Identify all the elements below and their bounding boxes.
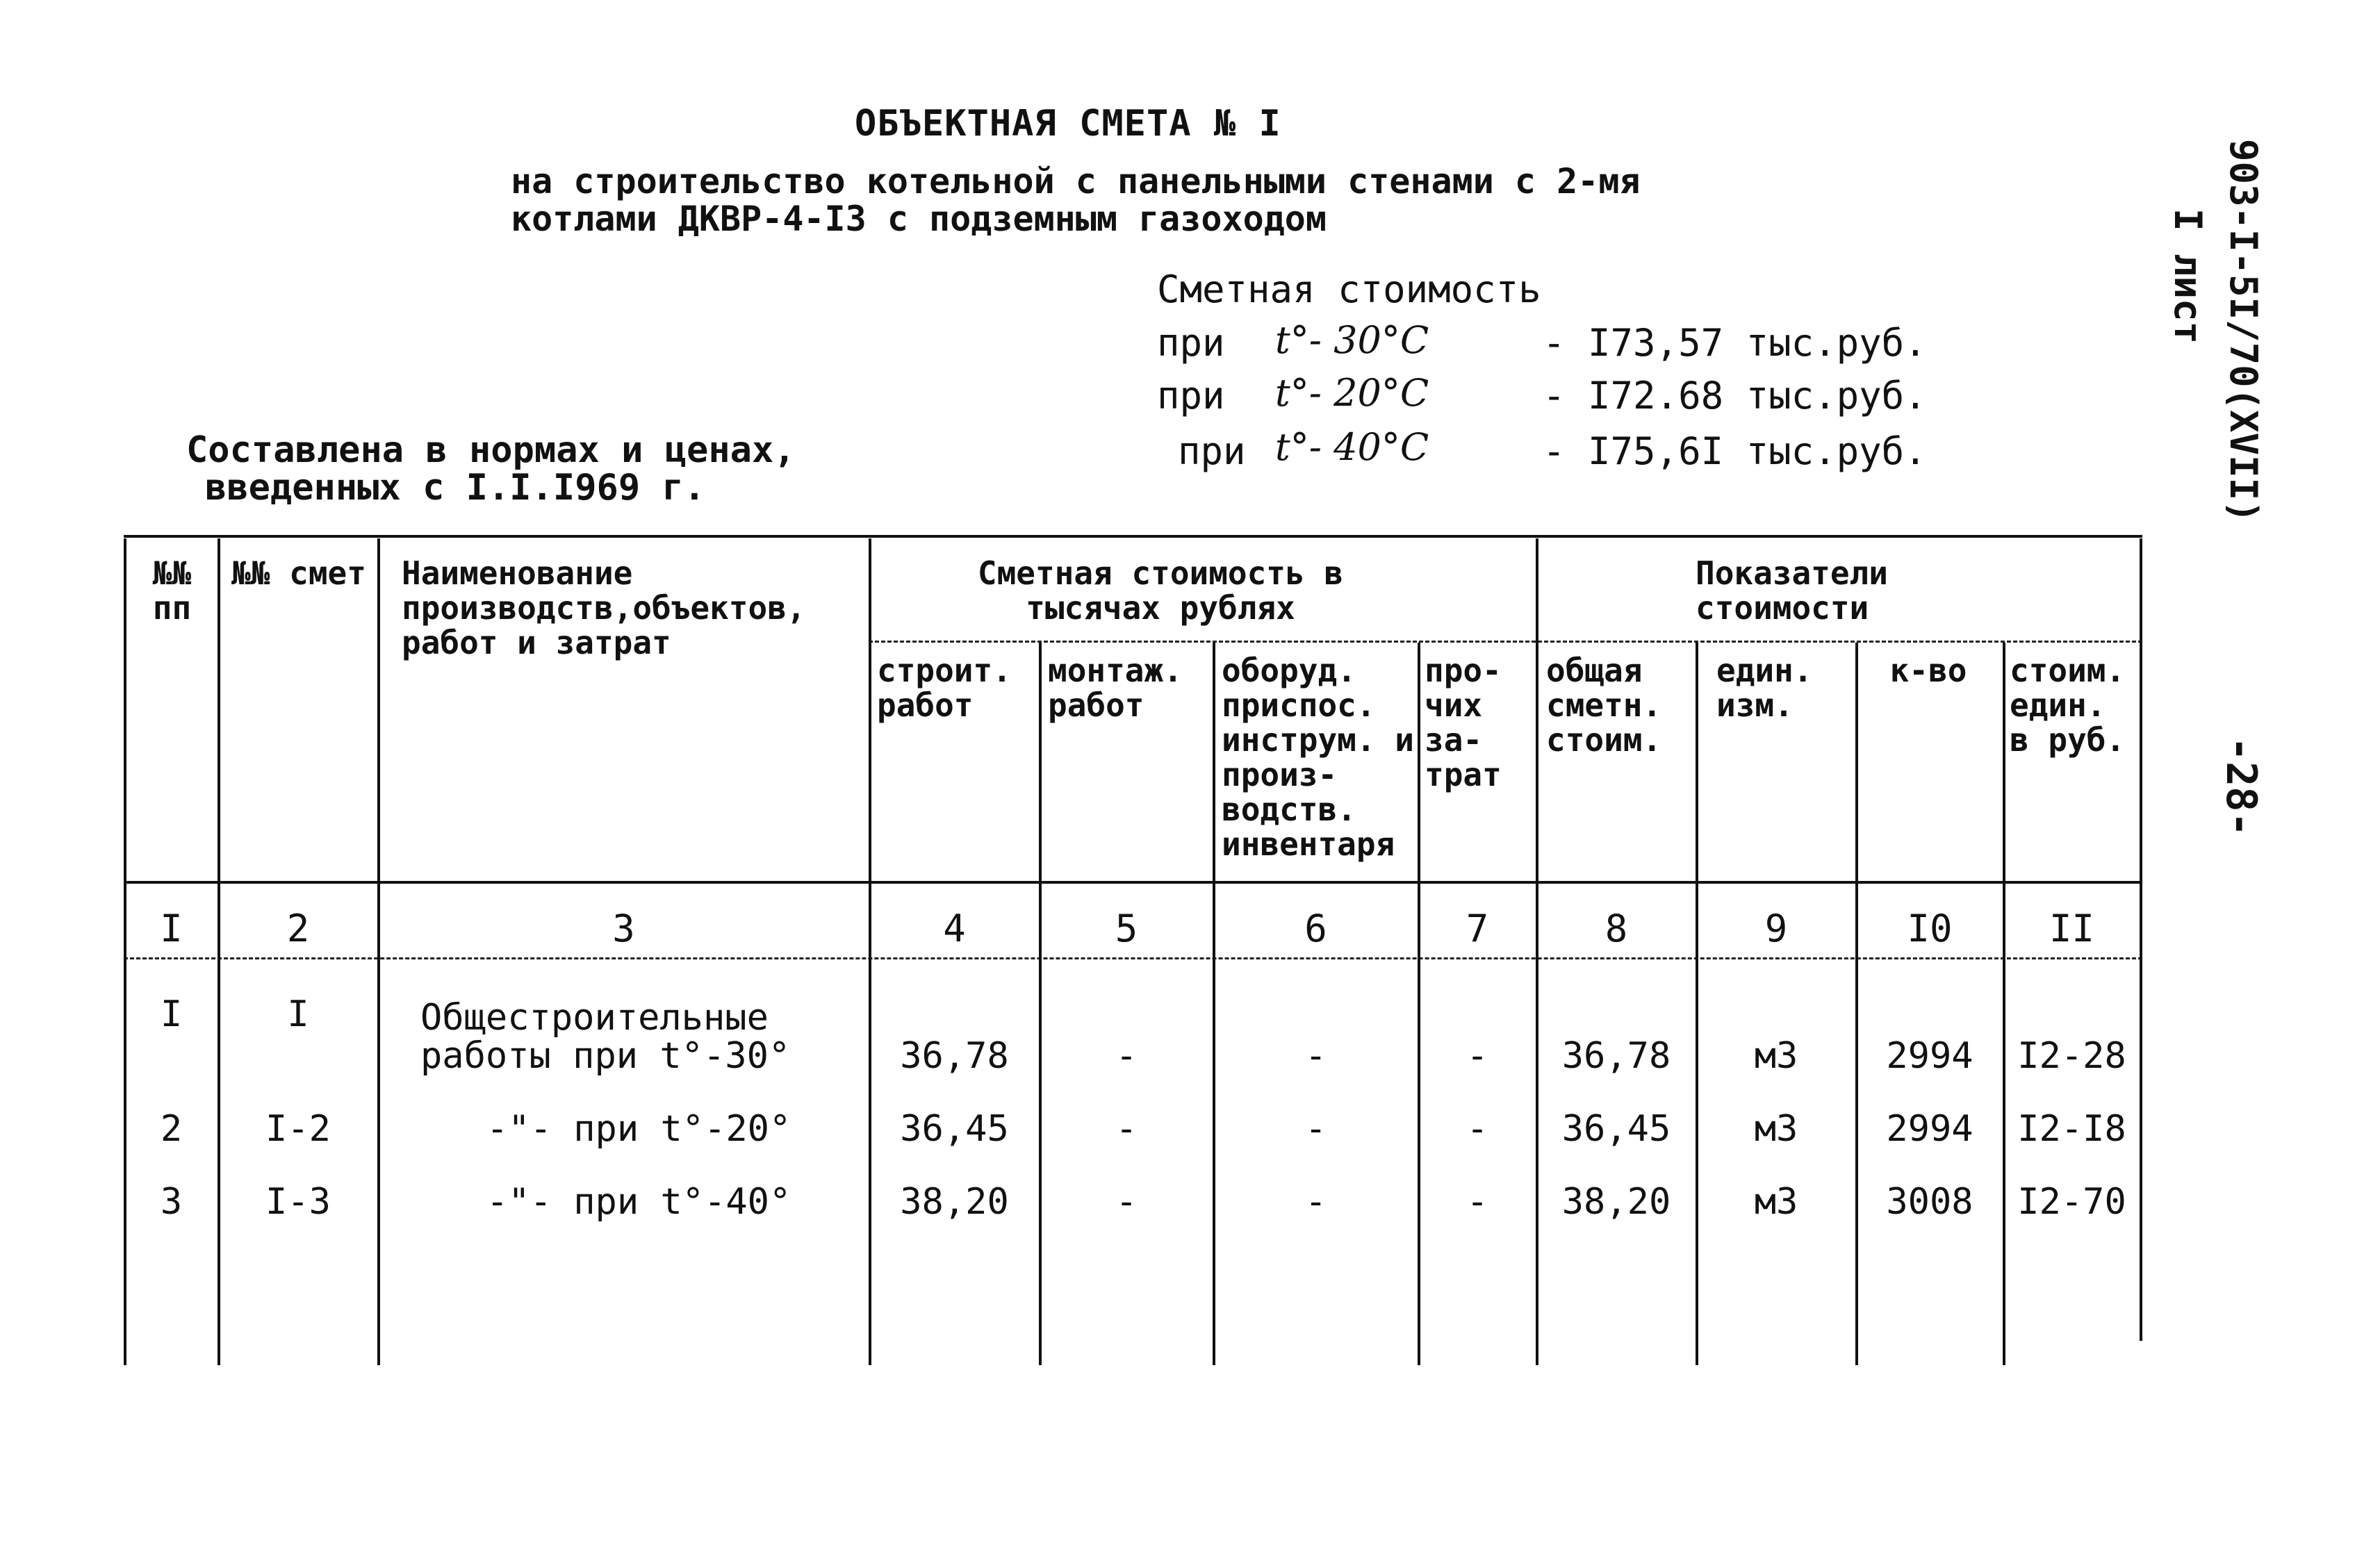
quantity: 2994	[1886, 1035, 1973, 1077]
cost-row-temp: t°- 20°C	[1275, 371, 1429, 415]
header-bottom-border	[124, 881, 2142, 884]
smeta-number: I-2	[265, 1108, 331, 1150]
col-line	[2140, 538, 2142, 1341]
colnum-divider	[124, 957, 2142, 959]
header-group-indicators: Показатели стоимости	[1696, 554, 1888, 627]
column-number: II	[2049, 907, 2095, 950]
construction-cost: 38,20	[900, 1181, 1009, 1223]
column-number: I0	[1907, 907, 1953, 950]
norms-note-line-2: введенных с I.I.I969 г.	[205, 467, 706, 509]
cost-row-prefix: при	[1157, 321, 1225, 365]
unit: м3	[1754, 1035, 1798, 1077]
page-number: -28-	[2217, 736, 2265, 837]
col-line	[377, 538, 380, 1365]
equipment-cost: -	[1304, 1108, 1327, 1150]
col-line	[124, 538, 126, 1365]
total-cost: 36,78	[1561, 1035, 1671, 1077]
total-cost: 36,45	[1561, 1108, 1671, 1150]
header-col-11: стоим. един. в руб.	[2010, 652, 2126, 759]
document-title: ОБЪЕКТНАЯ СМЕТА № I	[855, 103, 1281, 145]
table-top-border	[124, 535, 2142, 538]
work-name-line-2: -"- при t°-40°	[486, 1181, 791, 1223]
other-cost: -	[1466, 1035, 1488, 1077]
unit: м3	[1754, 1181, 1798, 1223]
header-col-6: оборуд. приспос. инструм. и произ-водств. инвентаря	[1222, 652, 1414, 863]
col-line	[1039, 643, 1042, 1365]
header-group-cost: Сметная стоимость в тысячах рублях	[977, 554, 1344, 627]
unit: м3	[1754, 1108, 1798, 1150]
cost-row-temp: t°- 30°C	[1275, 318, 1429, 362]
col-line	[1696, 643, 1698, 1365]
header-col-10: к-во	[1889, 652, 1967, 689]
column-number: 7	[1466, 907, 1489, 950]
col-line	[218, 538, 220, 1365]
header-col-8: общая сметн. стоим.	[1546, 652, 1662, 759]
cost-row-value: - I75,6I тыс.руб.	[1543, 429, 1927, 473]
cost-label: Сметная стоимость	[1157, 267, 1541, 311]
col-line	[1418, 643, 1420, 1365]
unit-cost: I2-I8	[2017, 1108, 2126, 1150]
quantity: 2994	[1886, 1108, 1973, 1150]
other-cost: -	[1466, 1108, 1488, 1150]
column-number: 5	[1115, 907, 1138, 950]
col-line	[2003, 643, 2005, 1365]
column-number: 6	[1304, 907, 1327, 950]
cost-row-value: - I72.68 тыс.руб.	[1543, 374, 1927, 418]
equipment-cost: -	[1304, 1035, 1327, 1077]
smeta-number: I	[287, 993, 309, 1035]
side-sheet: I лист	[2166, 208, 2210, 345]
cost-row-temp: t°- 40°C	[1275, 425, 1429, 469]
subtitle-line-2: котлами ДКВР-4-I3 с подземным газоходом	[511, 199, 1327, 239]
subtitle-line-1: на строительство котельной с панельными стенами с 2-мя	[511, 161, 1641, 201]
cost-row-prefix: при	[1157, 374, 1225, 418]
row-number: I	[160, 993, 183, 1035]
other-cost: -	[1466, 1181, 1488, 1223]
col-line	[1536, 538, 1538, 1365]
cost-row-value: - I73,57 тыс.руб.	[1543, 321, 1927, 365]
header-col-1: №№ пп	[152, 554, 192, 627]
column-number: 4	[943, 907, 966, 950]
column-number: 9	[1764, 907, 1788, 950]
norms-note-line-1: Составлена в нормах и ценах,	[186, 429, 796, 471]
work-name-line-1: Общестроительные	[420, 997, 769, 1039]
column-number: 8	[1605, 907, 1628, 950]
work-name-line-2: -"- при t°-20°	[486, 1108, 791, 1150]
col-line	[1855, 643, 1858, 1365]
row-number: 3	[160, 1181, 183, 1223]
header-col-5: монтаж. работ	[1048, 652, 1183, 724]
total-cost: 38,20	[1561, 1181, 1671, 1223]
unit-cost: I2-70	[2017, 1181, 2126, 1223]
header-col-7: про-чих за-трат	[1425, 652, 1502, 793]
col-line	[1213, 643, 1215, 1365]
construction-cost: 36,78	[900, 1035, 1009, 1077]
smeta-number: I-3	[265, 1181, 331, 1223]
installation-cost: -	[1115, 1181, 1138, 1223]
column-number: 2	[286, 907, 310, 950]
cost-row-prefix: при	[1178, 429, 1246, 473]
work-name-line-2: работы при t°-30°	[420, 1035, 791, 1077]
unit-cost: I2-28	[2017, 1035, 2126, 1077]
header-col-3: Наименование производств,объектов, работ и затрат	[402, 554, 806, 661]
installation-cost: -	[1115, 1035, 1138, 1077]
header-col-2: №№ смет	[231, 554, 366, 592]
header-col-4: строит. работ	[877, 652, 1012, 724]
column-number: I	[160, 907, 183, 950]
col-line	[869, 538, 871, 1365]
installation-cost: -	[1115, 1108, 1138, 1150]
group-divider	[869, 641, 2142, 643]
quantity: 3008	[1886, 1181, 1973, 1223]
row-number: 2	[160, 1108, 183, 1150]
side-code: 903-I-5I/70(XVII)	[2222, 139, 2265, 523]
equipment-cost: -	[1304, 1181, 1327, 1223]
column-number: 3	[612, 907, 635, 950]
construction-cost: 36,45	[900, 1108, 1009, 1150]
header-col-9: един. изм.	[1716, 652, 1813, 724]
